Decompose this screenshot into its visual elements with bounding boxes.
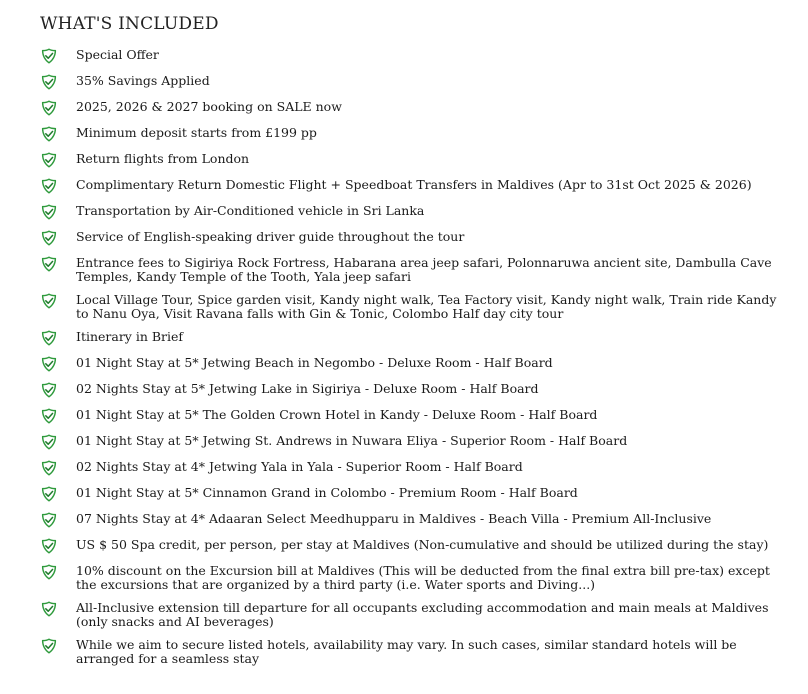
list-item — [40, 538, 808, 555]
list-item-text: Return flights from London — [76, 151, 250, 166]
list-item — [40, 74, 808, 91]
check-shield-icon — [40, 125, 58, 143]
check-shield-icon — [40, 151, 58, 169]
check-shield-icon — [40, 99, 58, 117]
list-item-text: All-Inclusive extension till departure for all occupants excluding accommodation and main meals at Maldives (only snacks and AI beverages) — [76, 600, 769, 629]
list-item — [40, 293, 808, 321]
list-item — [40, 356, 808, 373]
check-shield-icon — [40, 229, 58, 247]
list-item — [40, 601, 808, 629]
list-item-text: Local Village Tour, Spice garden visit, Kandy night walk, Tea Factory visit, Kandy night walk, Train ride Kandy to Nanu Oya, Visit Ravana falls with Gin & Tonic, Colombo Half day city tour — [76, 292, 777, 321]
check-shield-icon — [40, 292, 58, 310]
check-shield-icon — [40, 177, 58, 195]
list-item-text: Itinerary in Brief — [76, 329, 184, 344]
list-item — [40, 48, 808, 65]
check-shield-icon — [40, 459, 58, 477]
list-item-text: 01 Night Stay at 5* The Golden Crown Hotel in Kandy - Deluxe Room - Half Board — [76, 407, 598, 422]
list-item-text: Complimentary Return Domestic Flight + Speedboat Transfers in Maldives (Apr to 31st Oct 2025 & 2026) — [76, 177, 752, 192]
check-shield-icon — [40, 563, 58, 581]
list-item-text: Minimum deposit starts from £199 pp — [76, 125, 317, 140]
list-item-text: Entrance fees to Sigiriya Rock Fortress, Habarana area jeep safari, Polonnaruwa ancient site, Dambulla Cave Temples, Kandy Temple of the Tooth, Yala jeep safari — [76, 255, 772, 284]
check-shield-icon — [40, 511, 58, 529]
list-item-text: Service of English-speaking driver guide throughout the tour — [76, 229, 465, 244]
list-item — [40, 512, 808, 529]
list-item — [40, 638, 808, 666]
list-item-text: 02 Nights Stay at 4* Jetwing Yala in Yala - Superior Room - Half Board — [76, 459, 523, 474]
check-shield-icon — [40, 73, 58, 91]
list-item-text: 2025, 2026 & 2027 booking on SALE now — [76, 99, 342, 114]
list-item — [40, 178, 808, 195]
list-item-text: 01 Night Stay at 5* Jetwing St. Andrews in Nuwara Eliya - Superior Room - Half Board — [76, 433, 628, 448]
check-shield-icon — [40, 203, 58, 221]
list-item — [40, 152, 808, 169]
list-item — [40, 256, 808, 284]
list-item-text: 07 Nights Stay at 4* Adaaran Select Meedhupparu in Maldives - Beach Villa - Premium All-Inclusive — [76, 511, 712, 526]
list-item-text: 01 Night Stay at 5* Cinnamon Grand in Colombo - Premium Room - Half Board — [76, 485, 578, 500]
check-shield-icon — [40, 47, 58, 65]
list-item — [40, 460, 808, 477]
list-item-text: 10% discount on the Excursion bill at Maldives (This will be deducted from the final extra bill pre-tax) except the excursions that are organized by a third party (i.e. Water sports and Diving...) — [76, 563, 770, 592]
check-shield-icon — [40, 381, 58, 399]
check-shield-icon — [40, 407, 58, 425]
list-item-text: Special Offer — [76, 47, 159, 62]
included-list — [40, 48, 808, 666]
list-item-text: 01 Night Stay at 5* Jetwing Beach in Negombo - Deluxe Room - Half Board — [76, 355, 553, 370]
list-item-text: 02 Nights Stay at 5* Jetwing Lake in Sigiriya - Deluxe Room - Half Board — [76, 381, 539, 396]
list-item-text: While we aim to secure listed hotels, availability may vary. In such cases, similar standard hotels will be arranged for a seamless stay — [76, 637, 737, 666]
list-item-text: US $ 50 Spa credit, per person, per stay at Maldives (Non-cumulative and should be utilized during the stay) — [76, 537, 769, 552]
list-item-text: 35% Savings Applied — [76, 73, 210, 88]
list-item-text: Transportation by Air-Conditioned vehicle in Sri Lanka — [76, 203, 425, 218]
check-shield-icon — [40, 355, 58, 373]
check-shield-icon — [40, 637, 58, 655]
check-shield-icon — [40, 329, 58, 347]
list-item — [40, 330, 808, 347]
list-item — [40, 564, 808, 592]
list-item — [40, 408, 808, 425]
check-shield-icon — [40, 537, 58, 555]
check-shield-icon — [40, 600, 58, 618]
check-shield-icon — [40, 255, 58, 273]
section-heading: WHAT'S INCLUDED — [40, 14, 219, 34]
list-item — [40, 382, 808, 399]
list-item — [40, 100, 808, 117]
list-item — [40, 126, 808, 143]
list-item — [40, 486, 808, 503]
list-item — [40, 230, 808, 247]
list-item — [40, 204, 808, 221]
check-shield-icon — [40, 433, 58, 451]
check-shield-icon — [40, 485, 58, 503]
list-item — [40, 434, 808, 451]
